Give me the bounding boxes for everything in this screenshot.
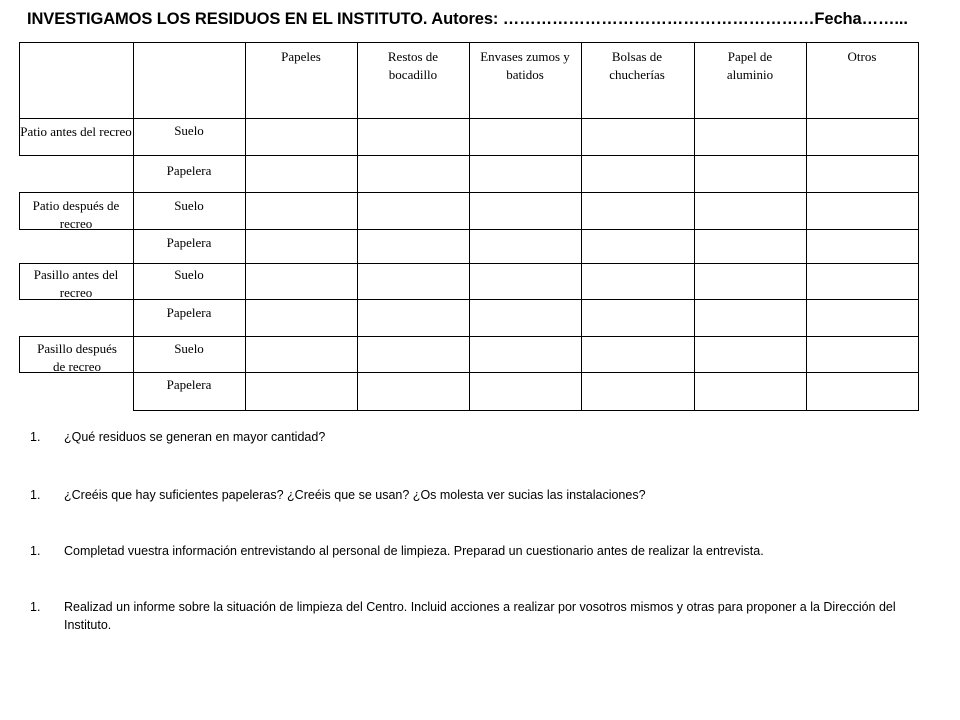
- entry-cell[interactable]: [470, 156, 581, 192]
- entry-cell[interactable]: [695, 156, 806, 192]
- row-label-papelera: Papelera: [166, 235, 212, 250]
- entry-cell[interactable]: [470, 300, 581, 336]
- entry-cell[interactable]: [807, 337, 918, 372]
- entry-cell[interactable]: [358, 230, 469, 263]
- entry-cell[interactable]: [358, 373, 469, 410]
- column-header-envases: Envases zumos y batidos: [480, 49, 570, 82]
- entry-cell[interactable]: [246, 373, 357, 410]
- entry-cell[interactable]: [470, 337, 581, 372]
- entry-cell[interactable]: [807, 373, 918, 410]
- column-header-papeles: Papeles: [281, 49, 321, 64]
- question-text: ¿Creéis que hay suficientes papeleras? ¿Creéis que se usan? ¿Os molesta ver sucias las instalaciones?: [64, 488, 646, 502]
- row-label-papelera: Papelera: [166, 377, 212, 392]
- question-text: Completad vuestra información entrevistando al personal de limpieza. Preparad un cuestionario antes de realizar la entrevista.: [64, 544, 764, 558]
- column-header-restos-bocadillo: Restos de bocadillo: [387, 49, 439, 82]
- entry-cell[interactable]: [470, 373, 581, 410]
- entry-cell[interactable]: [582, 193, 694, 229]
- column-header-otros: Otros: [847, 49, 877, 64]
- entry-cell[interactable]: [246, 300, 357, 336]
- table-line: [19, 42, 20, 119]
- row-label-papelera: Papelera: [166, 305, 212, 320]
- entry-cell[interactable]: [695, 300, 806, 336]
- entry-cell[interactable]: [358, 193, 469, 229]
- entry-cell[interactable]: [246, 230, 357, 263]
- question-item: [30, 598, 930, 634]
- entry-cell[interactable]: [582, 300, 694, 336]
- row-label-suelo: Suelo: [174, 198, 204, 213]
- entry-cell[interactable]: [246, 193, 357, 229]
- entry-cell[interactable]: [807, 264, 918, 299]
- question-number: 1.: [30, 488, 41, 502]
- location-label: Patio después de recreo: [32, 198, 120, 231]
- entry-cell[interactable]: [582, 156, 694, 192]
- entry-cell[interactable]: [582, 373, 694, 410]
- location-label: Pasillo después de recreo: [37, 341, 117, 374]
- question-text: ¿Qué residuos se generan en mayor cantidad?: [64, 430, 326, 444]
- entry-cell[interactable]: [358, 119, 469, 155]
- question-number: 1.: [30, 600, 41, 614]
- entry-cell[interactable]: [807, 193, 918, 229]
- row-label-suelo: Suelo: [174, 341, 204, 356]
- entry-cell[interactable]: [695, 230, 806, 263]
- entry-cell[interactable]: [695, 264, 806, 299]
- entry-cell[interactable]: [246, 264, 357, 299]
- entry-cell[interactable]: [470, 230, 581, 263]
- question-text: Realizad un informe sobre la situación de limpieza del Centro. Incluid acciones a realizar por vosotros mismos y otras para proponer a la Dirección del Instituto.: [64, 600, 896, 632]
- entry-cell[interactable]: [807, 156, 918, 192]
- entry-cell[interactable]: [358, 264, 469, 299]
- column-header-papel-aluminio: Papel de aluminio: [726, 49, 774, 82]
- entry-cell[interactable]: [807, 119, 918, 155]
- table-line: [19, 336, 20, 373]
- question-number: 1.: [30, 544, 41, 558]
- location-label: Pasillo antes del recreo: [33, 267, 119, 300]
- column-header-bolsas: Bolsas de chucherías: [609, 49, 665, 82]
- row-label-suelo: Suelo: [174, 267, 204, 282]
- entry-cell[interactable]: [246, 119, 357, 155]
- entry-cell[interactable]: [582, 119, 694, 155]
- entry-cell[interactable]: [695, 193, 806, 229]
- question-item: [30, 428, 930, 446]
- question-item: [30, 486, 930, 504]
- entry-cell[interactable]: [582, 264, 694, 299]
- entry-cell[interactable]: [695, 119, 806, 155]
- entry-cell[interactable]: [582, 337, 694, 372]
- entry-cell[interactable]: [246, 337, 357, 372]
- entry-cell[interactable]: [358, 300, 469, 336]
- entry-cell[interactable]: [358, 156, 469, 192]
- entry-cell[interactable]: [246, 156, 357, 192]
- table-line: [133, 410, 919, 411]
- entry-cell[interactable]: [695, 337, 806, 372]
- row-label-papelera: Papelera: [166, 163, 212, 178]
- question-number: 1.: [30, 430, 41, 444]
- entry-cell[interactable]: [470, 264, 581, 299]
- table-line: [918, 42, 919, 411]
- row-label-suelo: Suelo: [174, 123, 204, 138]
- question-item: [30, 542, 930, 560]
- entry-cell[interactable]: [807, 230, 918, 263]
- location-label: Patio antes del recreo: [20, 124, 132, 139]
- entry-cell[interactable]: [582, 230, 694, 263]
- page-title: INVESTIGAMOS LOS RESIDUOS EN EL INSTITUTO. Autores: …………………………………………………Fecha……...: [27, 10, 908, 28]
- entry-cell[interactable]: [807, 300, 918, 336]
- entry-cell[interactable]: [695, 373, 806, 410]
- entry-cell[interactable]: [470, 193, 581, 229]
- entry-cell[interactable]: [470, 119, 581, 155]
- table-line: [19, 155, 133, 156]
- entry-cell[interactable]: [358, 337, 469, 372]
